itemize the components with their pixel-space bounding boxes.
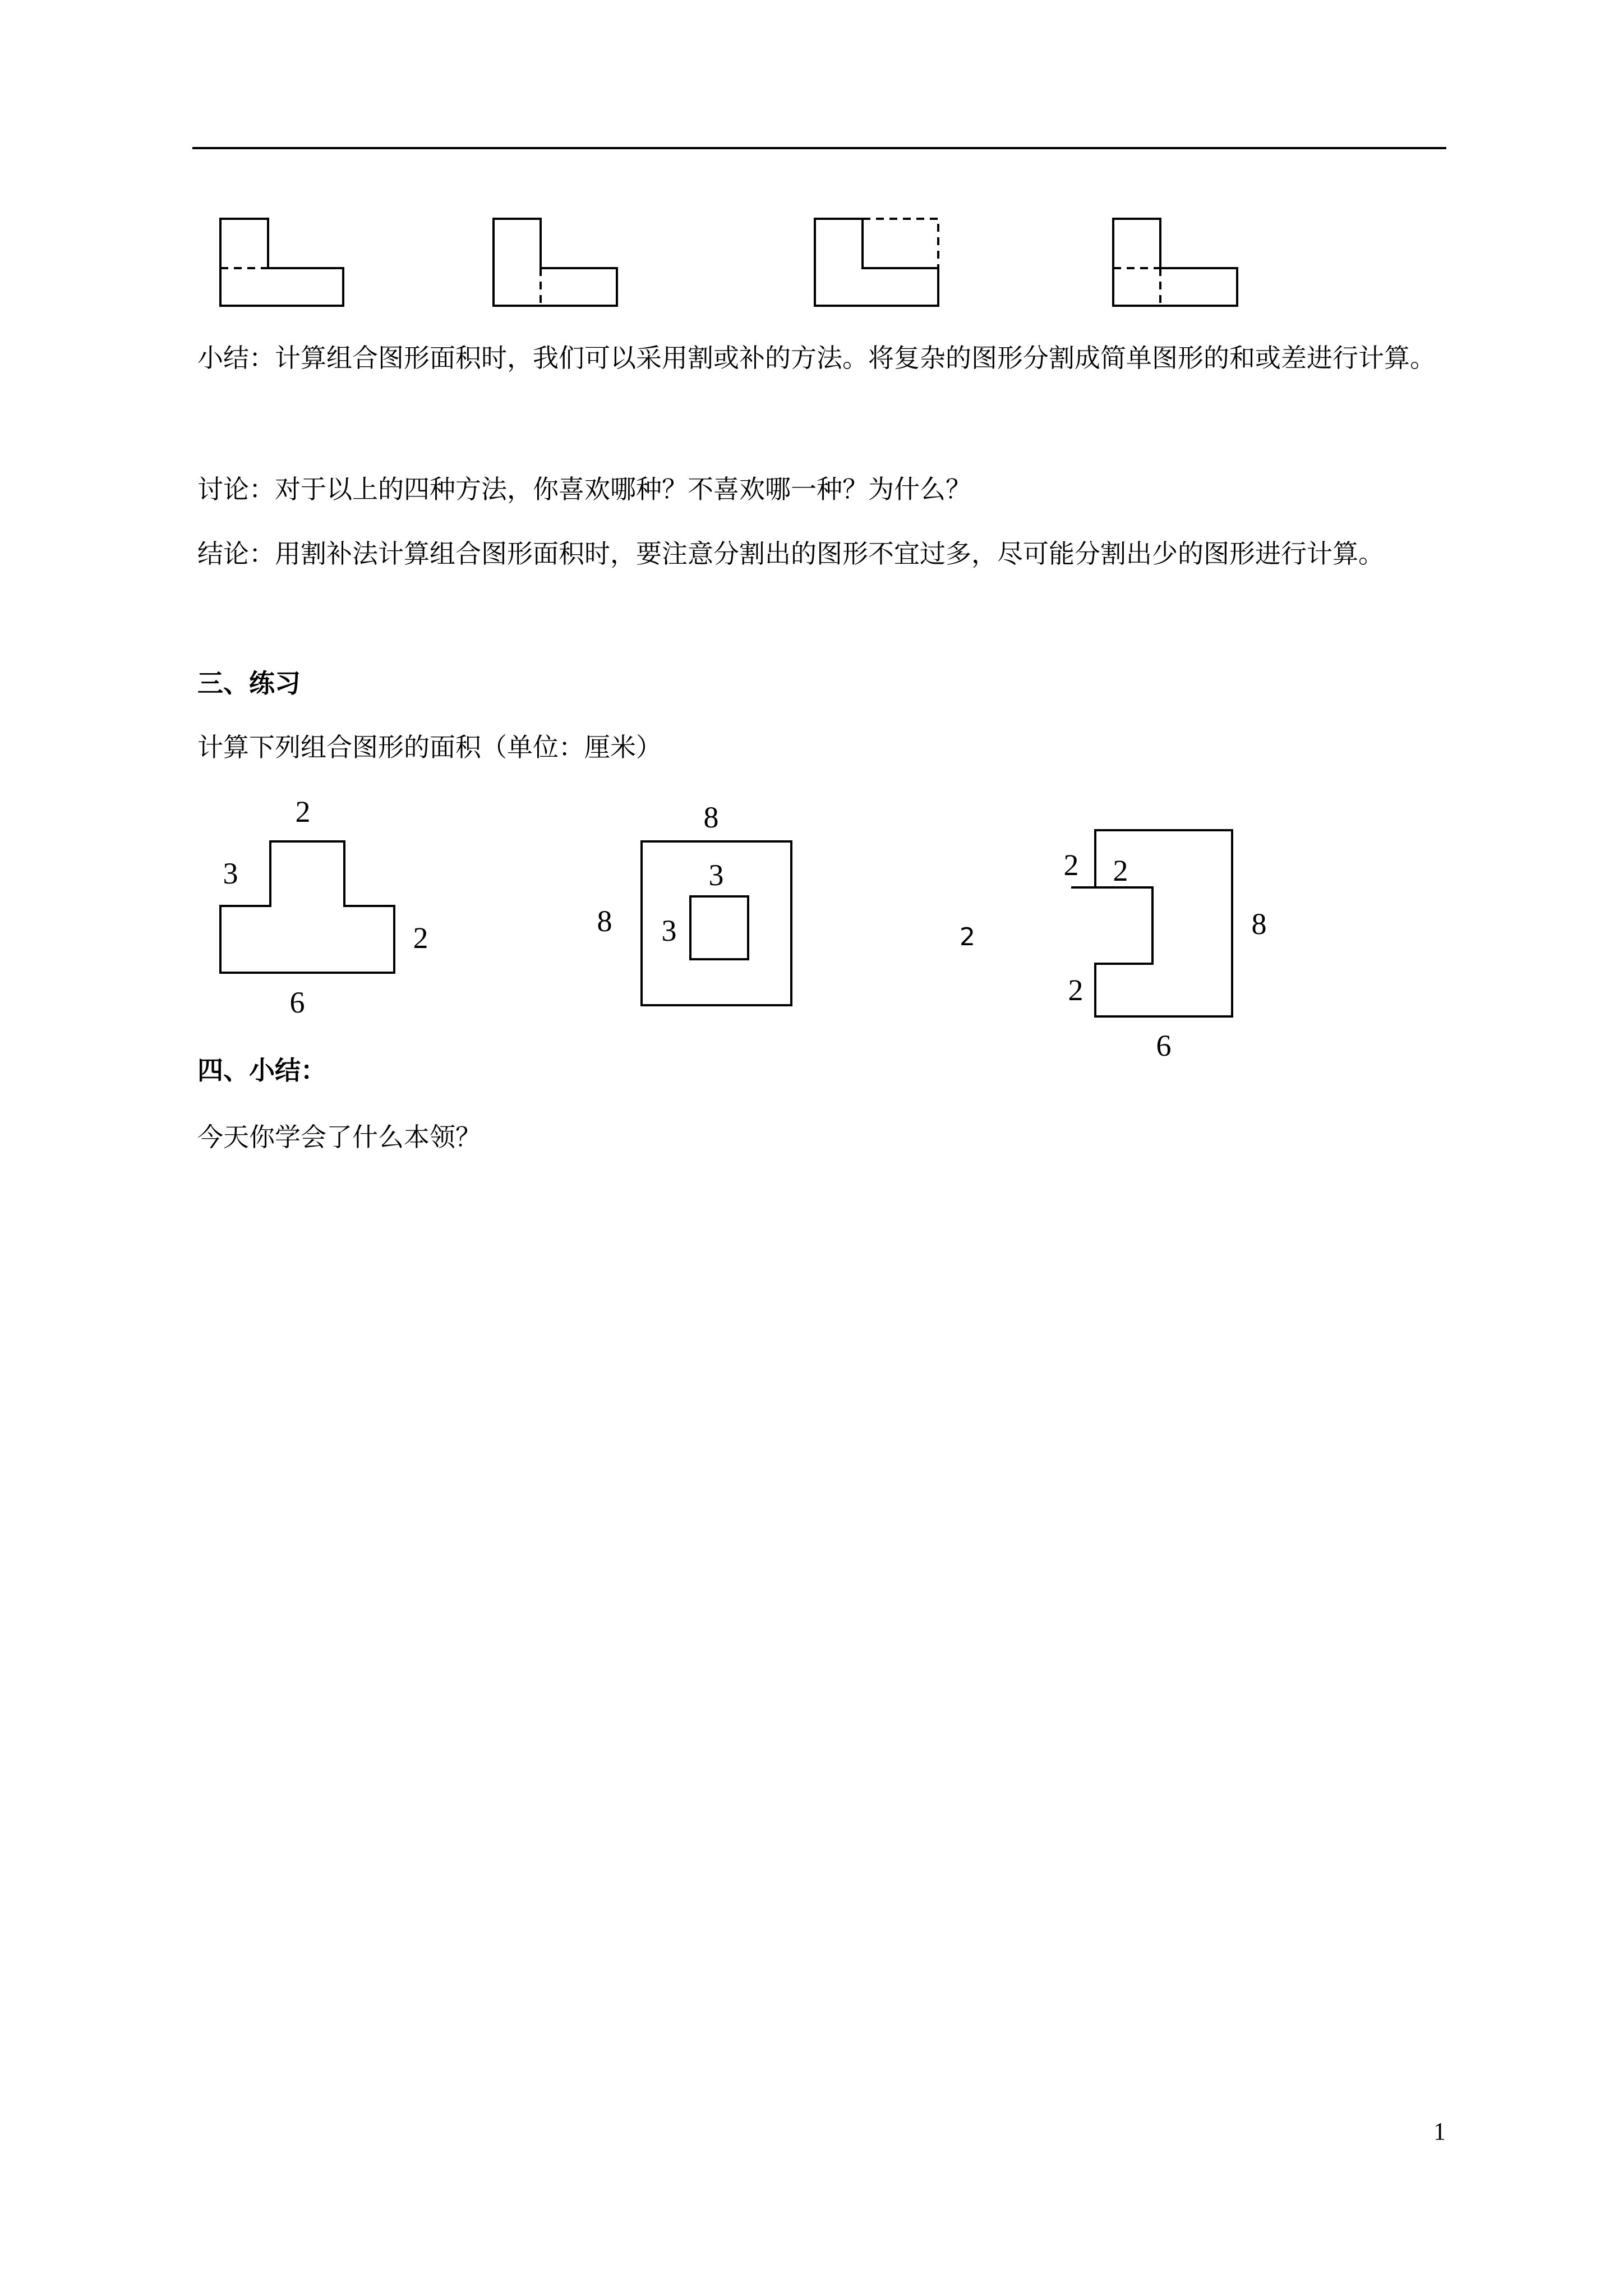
notched-middle-label: 2 [960,923,975,951]
t-shape-left-label: 3 [223,857,238,890]
t-shape-right-label: 2 [413,921,428,955]
page-number: 1 [1433,2118,1446,2145]
summary-paragraph: 小结：计算组合图形面积时，我们可以采用割或补的方法。将复杂的图形分割成简单图形的和或差进行计算。 [197,343,1436,373]
notched-top-label: 2 [1063,848,1079,882]
discussion-paragraph: 讨论：对于以上的四种方法，你喜欢哪种？不喜欢哪一种？为什么？ [197,474,971,504]
section-4-heading: 四、小结： [197,1055,326,1085]
notched-right-label: 8 [1251,907,1267,941]
t-shape-top-label: 2 [295,795,311,829]
closing-question: 今天你学会了什么本领？ [197,1122,481,1152]
notched-bottom-width-label: 6 [1156,1029,1172,1062]
section-3-heading: 三、练习 [197,668,301,698]
square-inner-top-label: 3 [708,858,724,892]
square-outer-left-label: 8 [597,904,612,938]
conclusion-paragraph: 结论：用割补法计算组合图形面积时，要注意分割出的图形不宜过多，尽可能分割出少的图形进行计算。 [197,539,1384,569]
exercise-instruction: 计算下列组合图形的面积（单位：厘米） [197,732,662,762]
notched-inner-label: 2 [1113,854,1128,887]
inner-square [690,896,748,959]
notched-bottom-label: 2 [1068,973,1083,1007]
exercise-figures [0,0,1623,1122]
square-inner-left-label: 3 [661,914,677,947]
t-shape [220,841,394,973]
square-outer-top-label: 8 [703,800,719,834]
t-shape-bottom-label: 6 [289,986,305,1019]
